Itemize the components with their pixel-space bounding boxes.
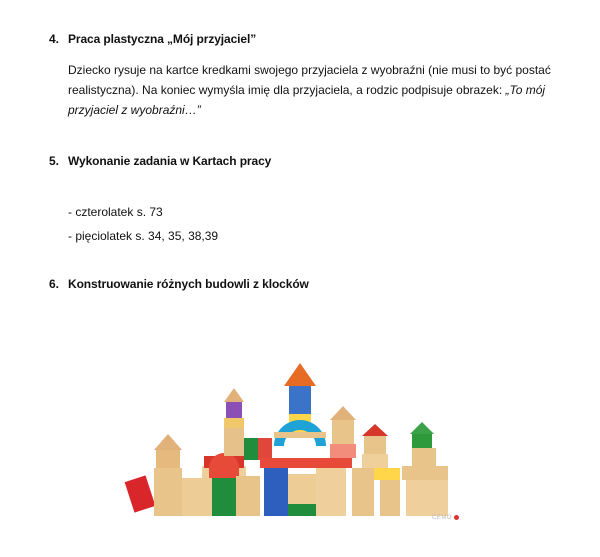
- wooden-blocks-image: [124, 358, 454, 528]
- section-4-paragraph: [68, 60, 568, 120]
- list-item-pieciolatek: - pięciolatek s. 34, 35, 38,39: [68, 229, 219, 243]
- section-6-heading: [49, 277, 309, 291]
- watermark-dot-icon: [454, 515, 459, 520]
- section-4-title: Praca plastyczna „Mój przyjaciel”: [68, 32, 257, 46]
- section-6-number: 6.: [49, 277, 59, 291]
- watermark-text: CEMO: [432, 515, 452, 522]
- section-5-heading: [49, 154, 271, 168]
- section-6-title: Konstruowanie różnych budowli z klocków: [68, 277, 309, 291]
- section-5-title: Wykonanie zadania w Kartach pracy: [68, 154, 272, 168]
- section-4-quote: „To mój przyjaciel z wyobraźni…”: [68, 83, 546, 117]
- section-4-text: Dziecko rysuje na kartce kredkami swojego przyjaciela z wyobraźni (nie musi to być postać realistyczna). Na koniec wymyśla imię dla przyjaciela, a rodzic podpisuje obrazek:: [68, 63, 551, 97]
- image-watermark: [432, 515, 459, 521]
- list-item-czterolatek: - czterolatek s. 73: [68, 205, 163, 219]
- section-4-heading: [49, 32, 256, 46]
- section-4-number: 4.: [49, 32, 59, 46]
- section-5-number: 5.: [49, 154, 59, 168]
